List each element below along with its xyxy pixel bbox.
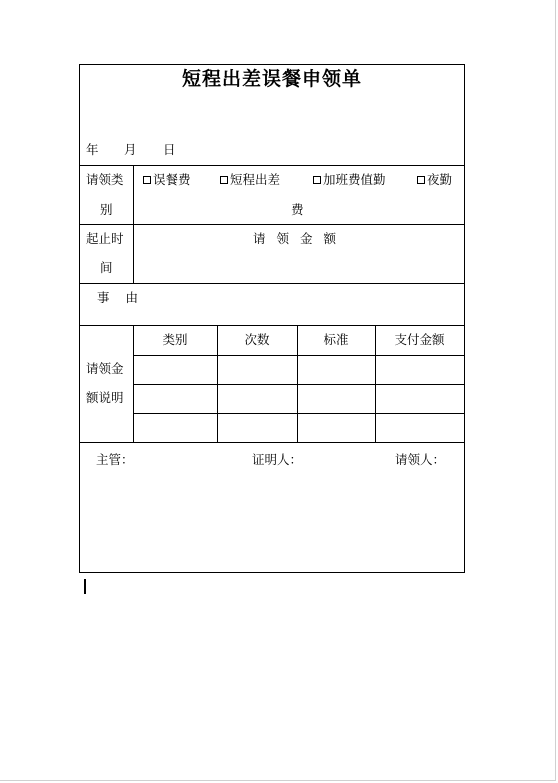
checkbox-icon[interactable]: [313, 176, 321, 184]
option-meal-allowance[interactable]: 误餐费: [143, 173, 191, 187]
supervisor-signature-label: 主管：: [96, 452, 134, 467]
checkbox-icon[interactable]: [220, 176, 228, 184]
table-header-category: 类别: [162, 332, 188, 347]
date-day-label: 日: [163, 142, 176, 157]
checkbox-icon[interactable]: [417, 176, 425, 184]
amount-requested-label: 请领金额: [253, 231, 348, 246]
divider-label-col-top: [133, 165, 134, 283]
form-title: 短程出差误餐申领单: [181, 68, 362, 90]
divider-category: [80, 224, 464, 225]
amount-section-label-line1: 请领金: [86, 361, 124, 376]
option-overtime-duty[interactable]: 加班费值勤: [313, 173, 386, 187]
divider-table-row1: [133, 384, 464, 385]
divider-reason: [80, 325, 464, 326]
category-wrap-char: 费: [291, 202, 304, 217]
claimant-signature-label: 请领人：: [395, 452, 446, 467]
category-label-line1: 请领类: [86, 172, 124, 187]
date-month-label: 月: [124, 142, 137, 157]
period-label-line1: 起止时: [86, 231, 124, 246]
reason-label: 事 由: [97, 290, 144, 305]
witness-signature-label: 证明人：: [252, 452, 303, 467]
table-header-paid-amount: 支付金额: [394, 332, 445, 347]
divider-period: [80, 283, 464, 284]
divider-table-row2: [133, 413, 464, 414]
claim-form: [79, 64, 465, 573]
option-night-duty[interactable]: 夜勤: [417, 173, 452, 187]
period-label-line2: 间: [100, 260, 113, 275]
date-year-label: 年: [86, 142, 99, 157]
category-label-line2: 别: [100, 202, 113, 217]
option-short-trip[interactable]: 短程出差: [220, 173, 280, 187]
divider-table-header: [133, 355, 464, 356]
divider-signatures: [80, 442, 464, 443]
amount-section-label-line2: 额说明: [86, 390, 124, 405]
table-header-standard: 标准: [323, 332, 349, 347]
text-cursor: [84, 579, 86, 594]
checkbox-icon[interactable]: [143, 176, 151, 184]
table-header-count: 次数: [244, 332, 270, 347]
divider-date: [80, 165, 464, 166]
